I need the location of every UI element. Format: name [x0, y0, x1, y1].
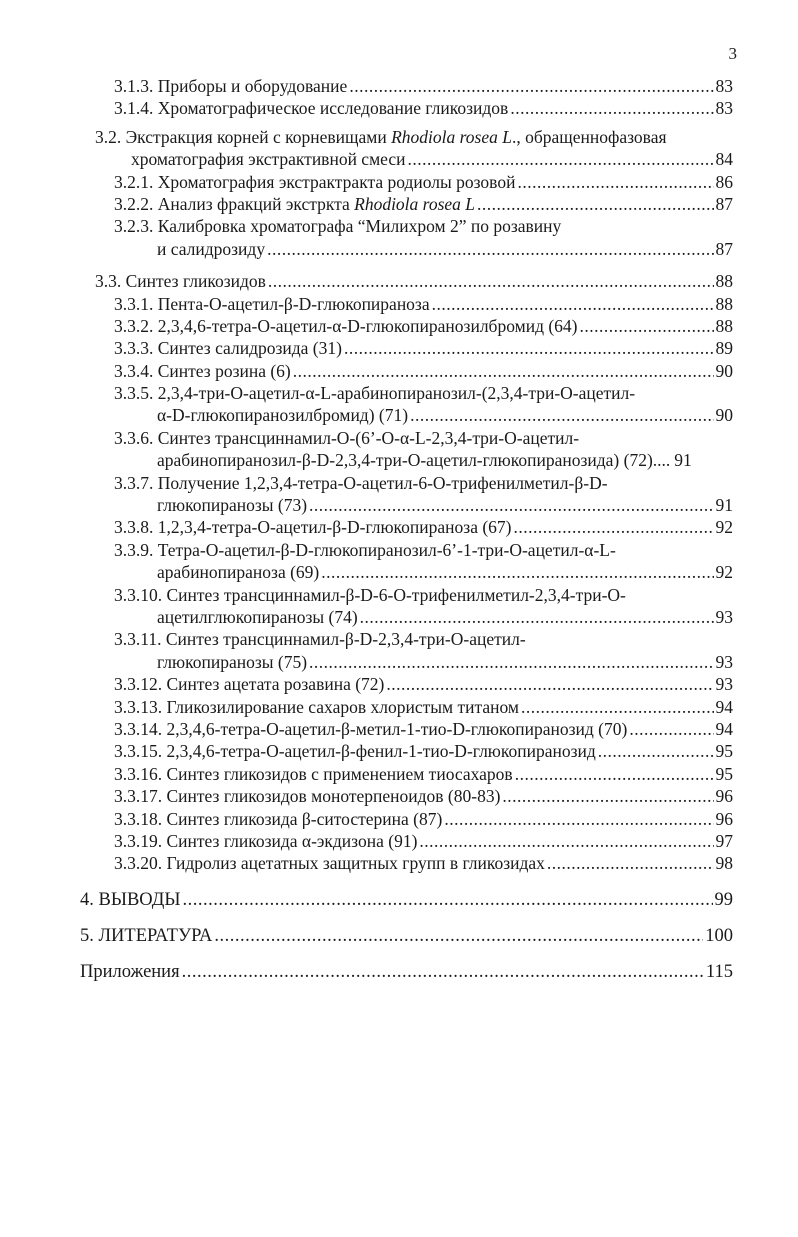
toc-entry-3-3-15[interactable] — [0, 740, 798, 762]
toc-entry-title: 3.2.1. Хроматография экстрактракта родиолы розовой — [114, 171, 516, 192]
toc-leader — [386, 673, 713, 695]
toc-entry-title-cont: арабинопираноза (69) — [157, 562, 320, 583]
toc-entry-title: 3.3.3. Синтез салидрозида (31) — [114, 338, 342, 359]
page-number: 3 — [728, 44, 737, 63]
toc-entry-3-3-6[interactable] — [0, 427, 798, 472]
toc-entry-3-3-19[interactable] — [0, 830, 798, 852]
toc-entry-3-2-3[interactable] — [0, 215, 798, 260]
toc-leader — [444, 808, 713, 830]
toc-entry-page: 95 — [715, 741, 733, 762]
toc-entry-page: 88 — [715, 271, 733, 292]
toc-entry-title: 3.2.3. Калибровка хроматографа “Милихром 2” по розавину — [114, 216, 562, 237]
toc-entry-title: 3.3.8. 1,2,3,4-тетра-O-ацетил-β-D-глюкопираноза (67) — [114, 517, 512, 538]
toc-entry-3-3-20[interactable] — [0, 852, 798, 874]
toc-entry-page: 87 — [715, 193, 733, 214]
toc-leader — [432, 293, 714, 315]
toc-entry-3-1-3[interactable] — [0, 75, 798, 97]
toc-entry-5[interactable] — [0, 925, 798, 947]
toc-leader — [293, 360, 714, 382]
toc-entry-3-3[interactable] — [0, 270, 798, 292]
toc-entry-title: 3.3.13. Гликозилирование сахаров хлористым титаном — [114, 696, 519, 717]
toc-entry-page: 91 — [674, 450, 692, 471]
toc-entry-title: 3.2.2. Анализ фракций экстркта Rhodiola rosea L — [114, 193, 476, 214]
toc-entry-3-1-4[interactable] — [0, 97, 798, 119]
toc-entry-title: 3.3.17. Синтез гликозидов монотерпеноидов (80-83) — [114, 786, 501, 807]
toc-entry-title: 3.3. Синтез гликозидов — [95, 271, 266, 292]
toc-entry-page: 93 — [715, 674, 733, 695]
toc-entry-3-3-16[interactable] — [0, 763, 798, 785]
toc-leader — [214, 925, 703, 947]
toc-entry-page: 98 — [715, 853, 733, 874]
toc-entry-page: 83 — [715, 98, 733, 119]
toc-entry-page: 96 — [715, 808, 733, 829]
toc-leader — [360, 606, 714, 628]
toc-entry-page: 86 — [715, 171, 733, 192]
toc-entry-3-3-2[interactable] — [0, 315, 798, 337]
toc-entry-title-cont: глюкопиранозы (75) — [157, 651, 308, 672]
toc-leader — [580, 315, 714, 337]
toc-entry-title: 3.3.10. Синтез трансциннамил-β-D-6-O-трифенилметил-2,3,4-три-O- — [114, 584, 626, 605]
toc-entry-4[interactable] — [0, 889, 798, 911]
toc-entry-title: 3.3.15. 2,3,4,6-тетра-O-ацетил-β-фенил-1-тио-D-глюкопиранозид — [114, 741, 596, 762]
toc-entry-title: 3.3.14. 2,3,4,6-тетра-O-ацетил-β-метил-1-тио-D-глюкопиранозид (70) — [114, 718, 628, 739]
toc-leader — [598, 740, 714, 762]
toc-entry-page: 92 — [715, 562, 733, 583]
toc-entry-page: 90 — [715, 405, 733, 426]
toc-entry-page: 89 — [715, 338, 733, 359]
toc-entry-title: 3.1.4. Хроматографическое исследование гликозидов — [114, 98, 509, 119]
toc-entry-title: 3.3.16. Синтез гликозидов с применением тиосахаров — [114, 763, 513, 784]
toc-entry-title: 3.2. Экстракция корней с корневищами Rhodiola rosea L., обращеннофазовая — [95, 126, 667, 147]
toc-leader — [410, 404, 713, 426]
toc-entry-page: 87 — [715, 238, 733, 259]
toc-entry-title-cont: глюкопиранозы (73) — [157, 495, 308, 516]
toc-entry-title: 3.3.9. Тетра-O-ацетил-β-D-глюкопиранозил-6’-1-три-O-ацетил-α-L- — [114, 539, 616, 560]
toc-leader — [514, 516, 714, 538]
toc-entry-3-3-3[interactable] — [0, 337, 798, 359]
toc-entry-appendix[interactable] — [0, 961, 798, 983]
toc-entry-3-3-14[interactable] — [0, 718, 798, 740]
toc-entry-3-3-10[interactable] — [0, 584, 798, 629]
toc-entry-page: 97 — [715, 830, 733, 851]
toc-entry-3-3-13[interactable] — [0, 696, 798, 718]
toc-entry-page: 83 — [715, 76, 733, 96]
toc-entry-page: 90 — [715, 360, 733, 381]
toc-entry-page: 100 — [705, 926, 733, 947]
toc-leader — [267, 238, 713, 260]
toc-leader — [349, 75, 713, 97]
toc-leader — [510, 97, 713, 119]
table-of-contents — [0, 75, 798, 984]
toc-entry-3-3-11[interactable] — [0, 628, 798, 673]
toc-leader — [309, 651, 713, 673]
toc-entry-title-cont: и салидрозиду — [157, 238, 266, 259]
toc-entry-title: 3.3.6. Синтез трансциннамил-O-(6’-O-α-L-2,3,4-три-O-ацетил- — [114, 427, 580, 448]
toc-entry-title: 3.1.3. Приборы и оборудование — [114, 76, 348, 96]
toc-leader — [321, 561, 713, 583]
toc-entry-page: 88 — [715, 293, 733, 314]
toc-entry-page: 91 — [715, 495, 733, 516]
toc-entry-title: 3.3.5. 2,3,4-три-O-ацетил-α-L-арабинопиранозил-(2,3,4-три-O-ацетил- — [114, 383, 636, 404]
toc-entry-3-3-8[interactable] — [0, 516, 798, 538]
toc-entry-3-3-18[interactable] — [0, 808, 798, 830]
toc-entry-title: 3.3.7. Получение 1,2,3,4-тетра-O-ацетил-6-O-трифенилметил-β-D- — [114, 472, 608, 493]
toc-entry-title: 3.3.18. Синтез гликозида β-ситостерина (87) — [114, 808, 443, 829]
toc-entry-page: 99 — [714, 889, 733, 910]
toc-leader — [407, 148, 713, 170]
toc-entry-title-cont: арабинопиранозил-β-D-2,3,4-три-O-ацетил-глюкопиранозида) (72).... — [157, 450, 671, 471]
toc-entry-3-3-12[interactable] — [0, 673, 798, 695]
toc-leader — [515, 763, 714, 785]
toc-leader — [309, 494, 713, 516]
toc-entry-3-3-9[interactable] — [0, 539, 798, 584]
toc-entry-title: 3.3.20. Гидролиз ацетатных защитных групп в гликозидах — [114, 853, 545, 874]
toc-leader — [521, 696, 714, 718]
toc-entry-3-3-4[interactable] — [0, 360, 798, 382]
toc-leader — [517, 171, 713, 193]
toc-entry-page: 115 — [705, 962, 733, 983]
toc-entry-title: 3.3.19. Синтез гликозида α-экдизона (91) — [114, 830, 418, 851]
toc-entry-3-3-7[interactable] — [0, 472, 798, 517]
toc-entry-title: 3.3.1. Пента-O-ацетил-β-D-глюкопираноза — [114, 293, 430, 314]
toc-leader — [182, 961, 704, 983]
toc-entry-title: 3.3.11. Синтез трансциннамил-β-D-2,3,4-три-O-ацетил- — [114, 629, 526, 650]
toc-entry-3-3-17[interactable] — [0, 785, 798, 807]
toc-entry-page: 94 — [715, 718, 733, 739]
toc-leader — [183, 889, 713, 911]
toc-leader — [344, 337, 714, 359]
toc-entry-title: 4. ВЫВОДЫ — [80, 889, 181, 910]
toc-entry-3-2-2[interactable] — [0, 193, 798, 215]
toc-leader — [268, 270, 714, 292]
toc-entry-page: 93 — [715, 606, 733, 627]
toc-entry-title: 3.3.12. Синтез ацетата розавина (72) — [114, 674, 385, 695]
toc-leader — [547, 852, 714, 874]
toc-entry-page: 94 — [715, 696, 733, 717]
toc-entry-page: 84 — [715, 149, 733, 170]
toc-entry-3-3-5[interactable] — [0, 382, 798, 427]
toc-entry-3-3-1[interactable] — [0, 293, 798, 315]
toc-leader — [502, 785, 713, 807]
toc-entry-title: 3.3.4. Синтез розина (6) — [114, 360, 291, 381]
toc-entry-3-2[interactable] — [0, 126, 798, 171]
toc-entry-page: 88 — [715, 315, 733, 336]
toc-entry-title: 3.3.2. 2,3,4,6-тетра-O-ацетил-α-D-глюкопиранозилбромид (64) — [114, 315, 578, 336]
toc-leader — [419, 830, 713, 852]
toc-entry-page: 96 — [715, 786, 733, 807]
toc-entry-title-cont: α-D-глюкопиранозилбромид) (71) — [157, 405, 409, 426]
toc-entry-title-cont: ацетилглюкопиранозы (74) — [157, 606, 358, 627]
toc-entry-page: 92 — [715, 517, 733, 538]
toc-entry-page: 95 — [715, 763, 733, 784]
toc-entry-title-cont: хроматография экстрактивной смеси — [131, 149, 406, 170]
toc-leader — [477, 193, 713, 215]
toc-entry-3-2-1[interactable] — [0, 171, 798, 193]
toc-entry-page: 93 — [715, 651, 733, 672]
toc-leader — [629, 718, 713, 740]
toc-entry-title: 5. ЛИТЕРАТУРА — [80, 926, 213, 947]
toc-entry-title: Приложения — [80, 962, 180, 983]
